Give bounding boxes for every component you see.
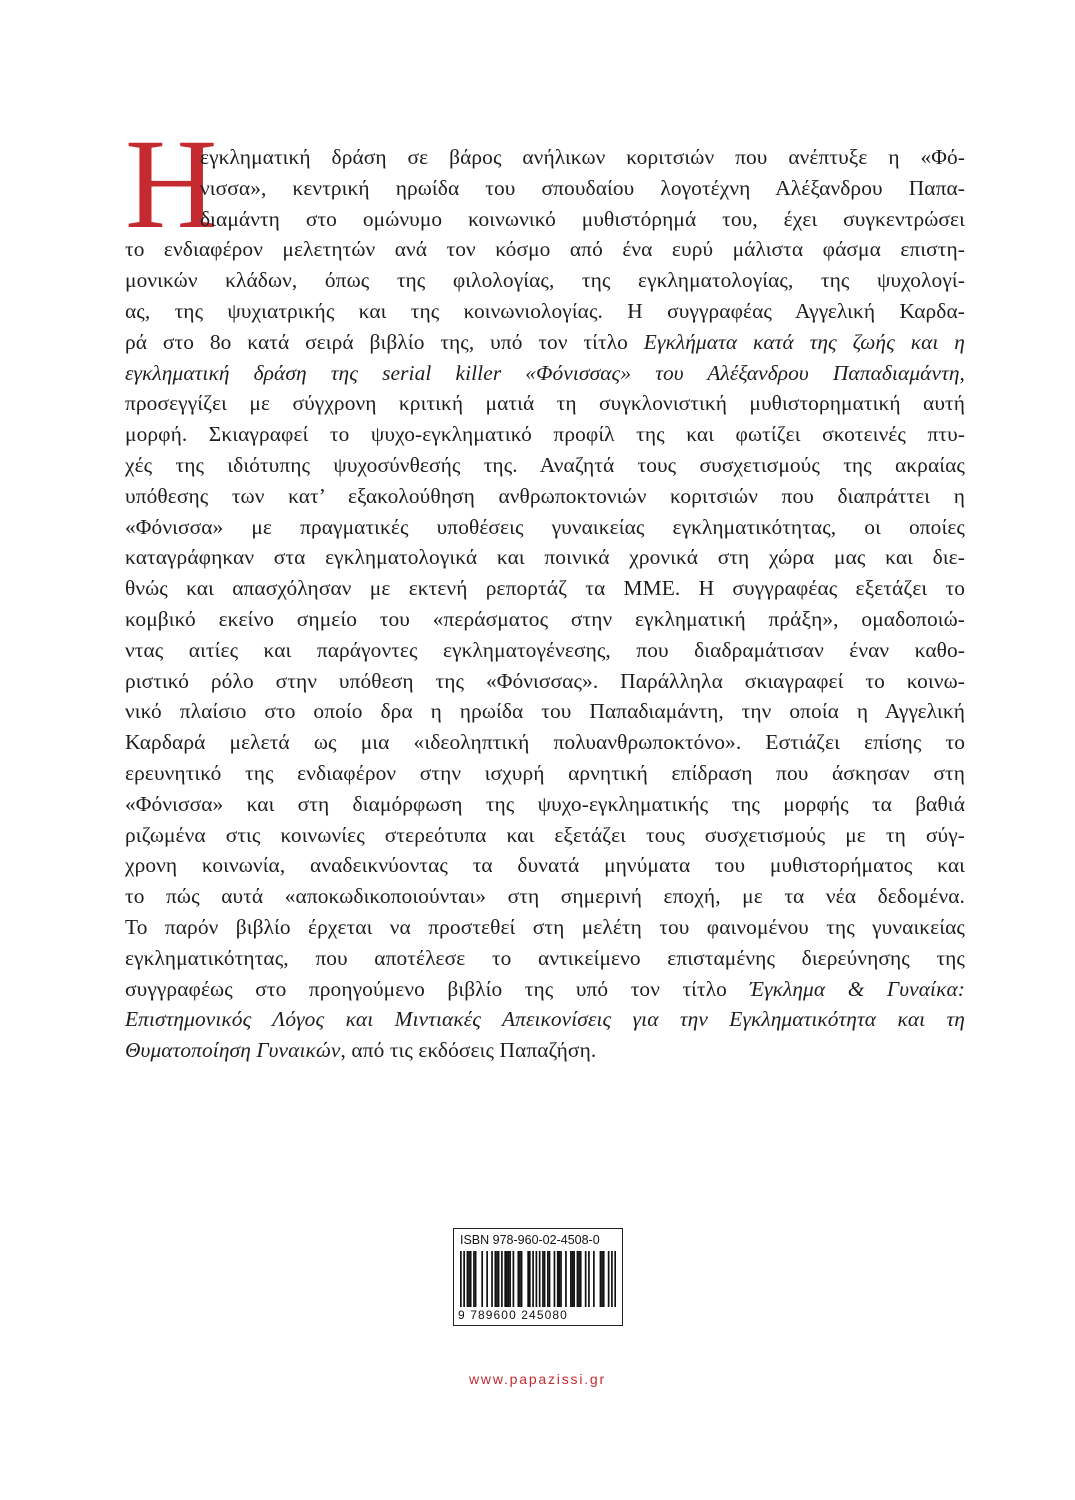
text-line: υπόθεσης των κατ’ εξακολούθηση ανθρωποκτονιών κοριτσιών που διαπράττει η [125,483,965,508]
barcode-bar [494,1251,496,1307]
barcode-bar [475,1251,477,1307]
text-line [125,974,965,1005]
drop-cap: Η [125,113,218,255]
barcode-bar [578,1251,580,1307]
isbn-barcode [453,1228,623,1326]
barcode-bar [468,1251,470,1307]
barcode-bar [588,1251,590,1307]
text-line: εγκληματικότητας, που αποτέλεσε το αντικείμενο επισταμένης διερεύνησης της [125,945,965,970]
barcode-bar [519,1251,521,1307]
text-line: καταγράφηκαν στα εγκληματολογικά και ποινικά χρονικά στη χώρα μας και διε- [125,545,965,570]
text-run: ρά στο 8ο κατά σειρά βιβλίο της, υπό τον τίτλο [125,329,644,354]
barcode-bar [539,1251,541,1307]
blurb-text [125,113,965,1066]
barcode-bar [601,1251,603,1307]
barcode-bar [593,1251,595,1307]
barcode-bar [536,1251,538,1307]
barcode-bar [570,1251,572,1307]
text-line: νισσα», κεντρική ηρωίδα του σπουδαίου λογοτέχνη Αλέξανδρου Παπα- [200,175,965,200]
barcode-bar [481,1251,483,1307]
barcode-bar [527,1251,529,1307]
text-line [125,327,965,358]
barcode-bar [544,1251,546,1307]
barcode-bar [521,1251,523,1307]
barcode-bar [557,1251,559,1307]
text-line: ριστικό ρόλο στην υπόθεση της «Φόνισσας». Παράλληλα σκιαγραφεί το κοινω- [125,668,965,693]
text-run: συγγραφέως στο προηγούμενο βιβλίο της υπό τον τίτλο [125,976,750,1001]
barcode-bar [517,1251,519,1307]
barcode-bar [608,1251,610,1307]
text-line [125,1004,965,1035]
book-title-italic: Επιστημονικός Λόγος και Μιντιακές Απεικονίσεις για την Εγκληματικότητα και τη [125,1007,965,1032]
text-line [125,1035,965,1066]
text-line: «Φόνισσα» και στη διαμόρφωση της ψυχο-εγκληματικής της μορφής τα βαθιά [125,791,965,816]
isbn-label: ISBN 978-960-02-4508-0 [460,1233,600,1247]
barcode-bar [614,1251,616,1307]
text-line: θνώς και απασχόλησαν με εκτενή ρεπορτάζ τα ΜΜΕ. Η συγγραφέας εξετάζει το [125,576,965,601]
publisher-website[interactable]: www.papazissi.gr [469,1371,606,1387]
book-title-italic: Θυματοποίηση Γυναικών [125,1038,341,1063]
barcode-bar [577,1251,579,1307]
text-line: το πώς αυτά «αποκωδικοποιούνται» στη σημερινή εποχή, με τα νέα δεδομένα. [125,884,965,909]
barcode-bar [491,1251,493,1307]
text-line: χές της ιδιότυπης ψυχοσύνθεσής της. Αναζητά τους συσχετισμούς της ακραίας [125,452,965,477]
barcode-bar [460,1251,462,1307]
text-line: «Φόνισσα» με πραγματικές υποθέσεις γυναικείας εγκληματικότητας, οι οποίες [125,514,965,539]
barcode-bars [460,1251,616,1307]
text-line: ας, της ψυχιατρικής και της κοινωνιολογίας. Η συγγραφέας Αγγελική Καρδα- [125,298,965,323]
text-line: Καρδαρά μελετά ως μια «ιδεοληπτική πολυανθρωποκτόνο». Εστιάζει επίσης το [125,730,965,755]
book-title-italic: εγκληματική δράση της serial killer «Φόνισσας» του Αλέξανδρου Παπαδιαμάντη [125,360,960,385]
barcode-bar [585,1251,587,1307]
barcode-bar [509,1251,511,1307]
barcode-bar [573,1251,575,1307]
barcode-bar [547,1251,549,1307]
text-line: μορφή. Σκιαγραφεί το ψυχο-εγκληματικό προφίλ της και φωτίζει σκοτεινές πτυ- [125,422,965,447]
barcode-bar [501,1251,503,1307]
barcode-bar [554,1251,556,1307]
barcode-bar [508,1251,510,1307]
barcode-digits: 9 789600 245080 [458,1308,568,1322]
barcode-bar [513,1251,515,1307]
barcode-bar [463,1251,465,1307]
text-line: εγκληματική δράση σε βάρος ανήλικων κοριτσιών που ανέπτυξε η «Φό- [200,145,965,169]
text-line: ριζωμένα στις κοινωνίες στερεότυπα και εξετάζει τους συσχετισμούς με τη σύγ- [125,822,965,847]
text-run: , από τις εκδόσεις Παπαζήση. [340,1038,597,1063]
text-line: ερευνητικό της ενδιαφέρον στην ισχυρή αρνητική επίδραση που άσκησαν στη [125,760,965,785]
barcode-bar [486,1251,488,1307]
barcode-bar [542,1251,544,1307]
barcode-bar [603,1251,605,1307]
book-title-italic: Εγκλήματα κατά της ζωής και η [643,329,965,354]
barcode-bar [504,1251,506,1307]
text-line: κομβικό εκείνο σημείο του «περάσματος στην εγκληματική πράξη», ομαδοποιώ- [125,606,965,631]
text-line: Το παρόν βιβλίο έρχεται να προστεθεί στη μελέτη του φαινομένου της γυναικείας [125,914,965,939]
barcode-bar [470,1251,472,1307]
text-line: ντας αιτίες και παράγοντες εγκληματογένεσης, που διαδραμάτισαν έναν καθο- [125,637,965,662]
barcode-bar [532,1251,534,1307]
barcode-bar [549,1251,551,1307]
barcode-bar [600,1251,602,1307]
text-line: μονικών κλάδων, όπως της φιλολογίας, της εγκληματολογίας, της ψυχολογί- [125,268,965,293]
barcode-bar [498,1251,500,1307]
barcode-bar [473,1251,475,1307]
barcode-bar [529,1251,531,1307]
text-line: το ενδιαφέρον μελετητών ανά τον κόσμο από ένα ευρύ μάλιστα φάσμα επιστη- [125,237,965,262]
text-line: διαμάντη στο ομώνυμο κοινωνικό μυθιστόρημά του, έχει συγκεντρώσει [200,206,965,231]
barcode-bar [572,1251,574,1307]
barcode-bar [559,1251,561,1307]
barcode-bar [580,1251,582,1307]
text-run: , [959,360,965,385]
book-title-italic: Έγκλημα & Γυναίκα: [749,976,965,1001]
barcode-bar [565,1251,567,1307]
barcode-bar [611,1251,613,1307]
barcode-bar [506,1251,508,1307]
text-line: προσεγγίζει με σύγχρονη κριτική ματιά τη συγκλονιστική μυθιστορηματική αυτή [125,391,965,416]
text-line: νικό πλαίσιο στο οποίο δρα η ηρωίδα του Παπαδιαμάντη, την οποία η Αγγελική [125,699,965,724]
barcode-bar [560,1251,562,1307]
text-line [125,358,965,389]
barcode-bar [467,1251,469,1307]
text-line: χρονη κοινωνία, αναδεικνύοντας τα δυνατά μηνύματα του μυθιστορήματος και [125,853,965,878]
barcode-bar [496,1251,498,1307]
